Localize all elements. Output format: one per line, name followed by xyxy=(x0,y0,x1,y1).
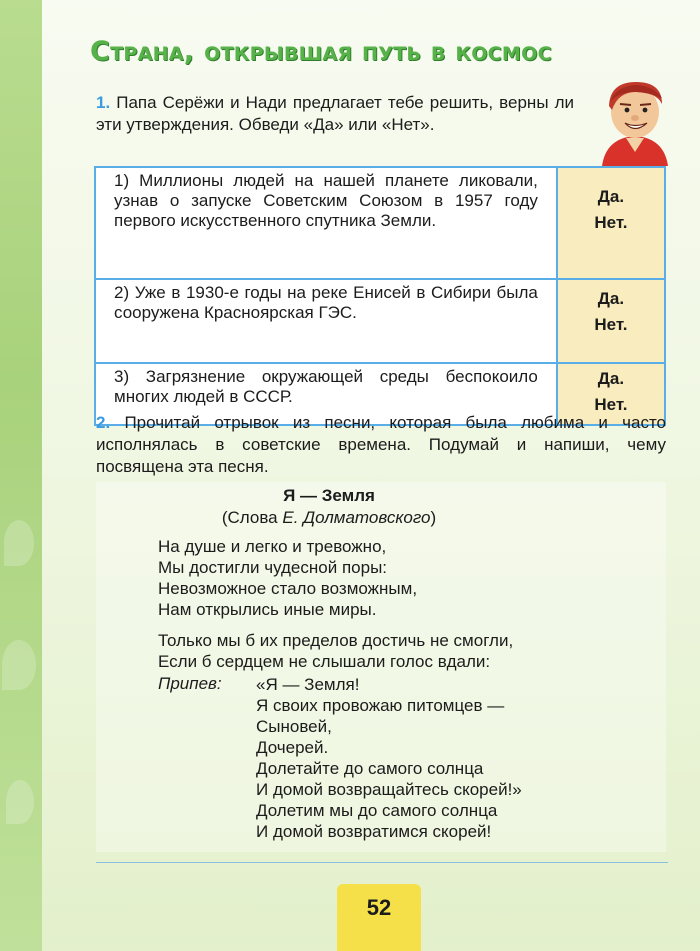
refrain-label: Припев: xyxy=(158,674,222,693)
true-false-table xyxy=(94,166,666,426)
page-title: Страна, открывшая путь в космос xyxy=(90,36,552,67)
leaf-decoration xyxy=(2,640,36,690)
author-prefix: (Слова xyxy=(221,508,283,527)
song-author-line xyxy=(0,508,658,528)
song-line: На душе и легко и тревожно, xyxy=(158,537,387,556)
song-line: Нам открылись иные миры. xyxy=(158,600,377,619)
song-line: Невозможное стало возможным, xyxy=(158,579,418,598)
song-line: Дочерей. xyxy=(256,738,329,757)
task-2-prompt xyxy=(96,412,666,478)
divider xyxy=(96,862,668,863)
song-line: «Я — Земля! xyxy=(256,675,360,694)
task-1-text: Папа Серёжи и Нади предлагает тебе решить, верны ли эти утверждения. Обведи «Да» или «Нет». xyxy=(96,93,574,134)
answer-yes[interactable]: Да. xyxy=(597,369,625,388)
task-1-number: 1. xyxy=(96,93,111,112)
song-title: Я — Земля xyxy=(283,486,375,505)
song-line: Только мы б их пределов достичь не смогли, xyxy=(158,631,514,650)
leaf-decoration xyxy=(6,780,34,824)
answer-cell xyxy=(557,167,665,279)
statement-cell: 1) Миллионы людей на нашей планете ликовали, узнав о запуске Советским Союзом в 1957 году первого искусственного спутника Земли. xyxy=(95,167,557,279)
task-2-number: 2. xyxy=(96,413,111,432)
statement-cell: 3) Загрязнение окружающей среды беспокоило многих людей в СССР. xyxy=(95,363,557,425)
answer-no[interactable]: Нет. xyxy=(594,395,628,414)
task-1-prompt xyxy=(96,92,574,136)
song-line: Я своих провожаю питомцев — xyxy=(256,696,505,715)
author-suffix: ) xyxy=(430,508,437,527)
song-line: Если б сердцем не слышали голос вдали: xyxy=(158,652,491,671)
page-number: 52 xyxy=(337,884,421,951)
song-refrain xyxy=(256,674,522,842)
song-line: И домой возвратимся скорей! xyxy=(256,822,492,841)
song-author: Е. Долматовского xyxy=(282,508,431,527)
dad-mascot-icon xyxy=(596,76,674,166)
answer-yes[interactable]: Да. xyxy=(597,289,625,308)
answer-yes[interactable]: Да. xyxy=(597,187,625,206)
left-decorative-strip xyxy=(0,0,42,951)
statement-cell: 2) Уже в 1930-е годы на реке Енисей в Сибири была сооружена Красноярская ГЭС. xyxy=(95,279,557,363)
song-line: Долетим мы до самого солнца xyxy=(256,801,498,820)
answer-no[interactable]: Нет. xyxy=(594,315,628,334)
song-line: Долетайте до самого солнца xyxy=(256,759,484,778)
answer-cell xyxy=(557,279,665,363)
answer-no[interactable]: Нет. xyxy=(594,213,628,232)
table-row xyxy=(95,167,665,279)
table-row xyxy=(95,279,665,363)
song-stanza-1 xyxy=(158,536,417,620)
song-line: И домой возвращайтесь скорей!» xyxy=(256,780,522,799)
song-line: Сыновей, xyxy=(256,717,332,736)
song-stanza-2 xyxy=(158,630,513,672)
song-line: Мы достигли чудесной поры: xyxy=(158,558,388,577)
task-2-text: Прочитай отрывок из песни, которая была любима и часто исполнялась в советские времена. Подумай и напиши, чему посвящена эта песня. xyxy=(96,413,666,476)
